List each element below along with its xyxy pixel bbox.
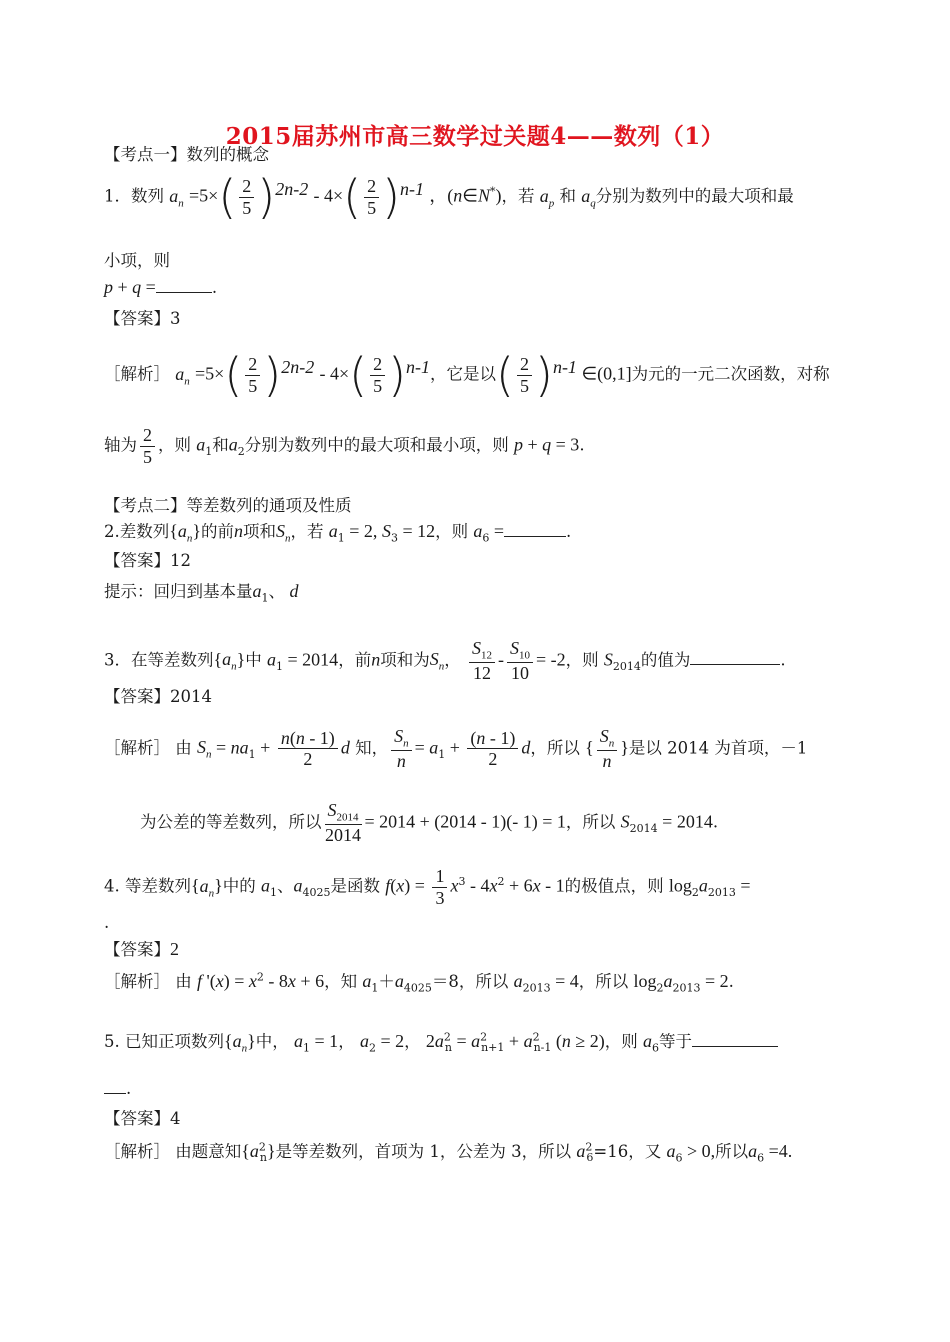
- analysis-3-line-2: 为公差的等差数列，所以 $\frac{S_{2014}}{2014}$ = 2014 + (2014 - 1)(- 1) = 1，所以 $S_{2014} = 2014$.: [140, 800, 719, 846]
- question-5: 5. 已知正项数列$\{a_n\}$中， $a_1 = 1$， $a_2 = 2$， $2a^2_n = a^2_{n+1} + a^2_{n-1}$ (n ≥ 2)，则 $a_6$等于: [104, 1030, 778, 1056]
- question-1-blank: p + q = .: [104, 277, 218, 297]
- page-title: 2015届苏州市高三数学过关题4——数列（1）: [225, 123, 725, 150]
- question-1-line-1: 1．数列 $a_n =5\times$( $\frac{2}{5}$ )$^{2n-2}$ - 4×( $\frac{2}{5}$ )$^{n-1}$ ，(n∈N*)，若 $a_p$ 和 $a_q$分别为数列中的最大项和最: [104, 170, 794, 224]
- answer-2: 【答案】12: [104, 551, 191, 570]
- section-header-1: 【考点一】数列的概念: [104, 145, 269, 164]
- answer-5: 【答案】4: [104, 1109, 181, 1128]
- analysis-5: ［解析］ 由题意知$\{a^2_n\}$是等差数列，首项为 1，公差为 3，所以 $a^2_6=16$，又 $a_6 > 0$,所以$a_6 =4$.: [104, 1140, 793, 1165]
- question-1-line-2: 小项，则: [104, 251, 170, 270]
- hint-2: 提示：回归到基本量$a_1$、 d: [104, 581, 299, 605]
- answer-3: 【答案】2014: [104, 687, 212, 706]
- section-header-2: 【考点二】等差数列的通项及性质: [104, 496, 352, 515]
- question-5-blank-cont: .: [104, 1078, 131, 1099]
- question-4: 4. 等差数列$\{a_n\}$中的 $a_1$、$a_{4025}$是函数 f(x) = $\frac{1}{3}$ $x^3 - 4x^2 + 6x - 1$的极值点，则 $\log_2a_{2013}$ =: [104, 866, 751, 908]
- analysis-3-line-1: ［解析］ 由 $S_n = na_1$ + $\frac{n(n - 1)}{2}$ d 知， $\frac{S_n}{n}$ = $a_1$ + $\frac{(n - 1)}{2}$ d，所以 { $\frac{S_n}{n}$ }是以 2014 为首项，－1: [104, 726, 808, 772]
- answer-4: 【答案】2: [104, 939, 179, 959]
- analysis-1-line-2: 轴为 $\frac{2}{5}$ ，则 $a_1$和$a_2$分别为数列中的最大项和最小项，则 p + q = 3.: [104, 425, 585, 467]
- question-2: 2.差数列$\{a_n\}$的前n项和$S_n$，若 $a_1 = 2$, $S_3 = 12$，则 $a_6$ = .: [104, 521, 572, 545]
- analysis-1-line-1: ［解析］ $a_n =5\times$( $\frac{2}{5}$ )$^{2n-2}$ - 4×( $\frac{2}{5}$ )$^{n-1}$，它是以( $\frac{2}{5}$ )$^{n-1}$ ∈(0,1]为元的一元二次函数，对称: [104, 348, 830, 402]
- question-4-dot: .: [104, 913, 110, 932]
- answer-1: 【答案】3: [104, 309, 181, 328]
- analysis-4: ［解析］ 由 f '$(x) = x^2 - 8x + 6$，知 $a_1+a_{4025}=8$，所以 $a_{2013} = 4$，所以 $\log_2a_{2013} = 2$.: [104, 970, 734, 995]
- question-3: 3．在等差数列$\{a_n\}$中 $a_1 = 2014$，前n项和为$S_n$， $\frac{S_{12}}{12}$ - $\frac{S_{10}}{10}$ = -2，则 $S_{2014}$的值为 .: [104, 638, 786, 684]
